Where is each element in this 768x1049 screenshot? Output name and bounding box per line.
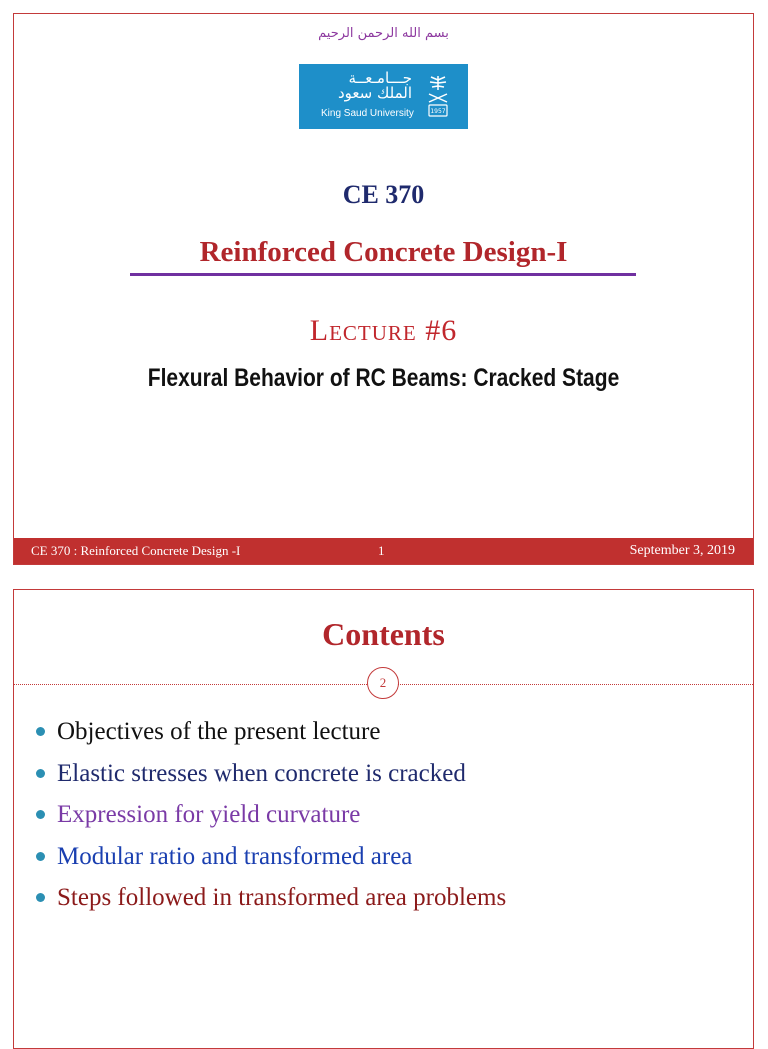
title-underline [130,273,636,276]
list-item-text: Objectives of the present lecture [57,718,381,745]
footer-page-number: 1 [378,543,385,558]
bismillah-text: بسم الله الرحمن الرحيم [318,26,449,41]
palm-swords-emblem-icon [422,72,454,120]
contents-list [34,711,506,919]
lecture-number: Lecture #6 [309,314,458,347]
bullet-dot-icon [36,769,45,778]
page-number-badge: 2 [367,667,399,699]
list-item-text: Elastic stresses when concrete is cracked [57,759,466,787]
slide-1 [13,13,754,565]
bullet-dot-icon [36,893,45,902]
list-item [34,877,506,919]
list-item [34,836,506,878]
list-item [34,753,506,795]
slide-2 [13,589,754,1049]
list-item-text: Expression for yield curvature [57,801,361,828]
bullet-dot-icon [36,852,45,861]
footer-date: September 3, 2019 [629,543,735,558]
logo-english-name: King Saud University [321,108,414,119]
svg-text:1957: 1957 [430,108,446,115]
list-item-text: Modular ratio and transformed area [57,842,413,870]
slide-footer [14,538,753,564]
logo-arabic-line2: الملك سعود [337,84,412,102]
university-logo [299,64,468,129]
footer-course-label: CE 370 : Reinforced Concrete Design -I [31,543,241,558]
list-item [34,794,506,836]
lecture-topic: Flexural Behavior of RC Beams: Cracked Stage [147,364,620,392]
course-title: Reinforced Concrete Design-I [199,236,568,268]
list-item [34,711,506,753]
logo-arabic-line1: جـــامـعــة [348,69,412,87]
contents-title: Contents [322,616,445,652]
bullet-dot-icon [36,810,45,819]
course-code: CE 370 [342,180,425,209]
list-item-text: Steps followed in transformed area problems [57,884,507,911]
bullet-dot-icon [36,727,45,736]
